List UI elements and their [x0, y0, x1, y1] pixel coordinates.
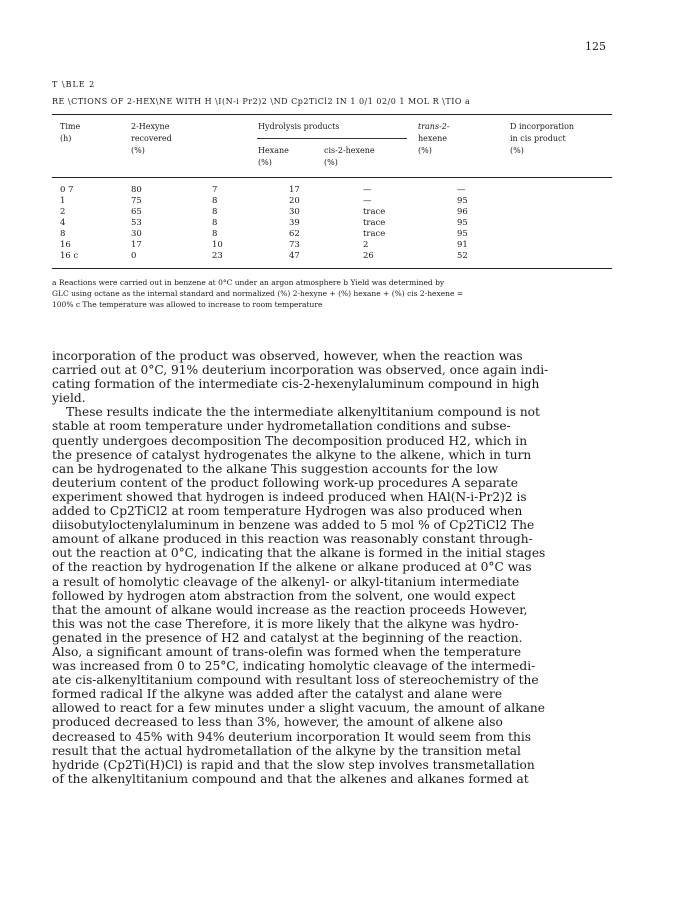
text-line: result that the actual hydrometallation of the alkyne by the transition metal — [52, 743, 521, 758]
header-recovered: 2-Hexyne recovered (%) — [131, 122, 172, 155]
table-row: 1 75 8 20 — 95 — [60, 196, 468, 206]
text-line: the presence of catalyst hydrogenates the alkyne to the alkene, which in turn — [52, 447, 532, 462]
header-time: Time (h) — [60, 122, 81, 143]
table-row: 16 17 10 73 2 91 — [60, 240, 468, 250]
text-line: that the amount of alkane would increase as the reaction proceeds However, — [52, 602, 528, 617]
table-row: 2 65 8 30 trace 96 — [60, 207, 468, 217]
table-footnotes — [52, 277, 612, 310]
text-line: was increased from 0 to 25°C, indicating homolytic cleavage of the intermedi- — [52, 659, 536, 674]
table-row: 4 53 8 39 trace 95 — [60, 218, 468, 228]
text-line: produced decreased to less than 3%, however, the amount of alkene also — [52, 715, 503, 730]
header-subrule — [257, 138, 407, 139]
table-label: T \BLE 2 — [52, 80, 96, 89]
table-row: 16 c 0 23 47 26 52 — [60, 251, 468, 261]
text-line: quently undergoes decomposition The decomposition produced H2, which in — [52, 433, 528, 448]
text-line: experiment showed that hydrogen is indeed produced when HAl(N-i-Pr2)2 is — [52, 489, 527, 504]
text-line: amount of alkane produced in this reaction was reasonably constant through- — [52, 532, 533, 547]
text-line: a result of homolytic cleavage of the alkenyl- or alkyl-titanium intermediate — [52, 574, 520, 589]
text-line: cating formation of the intermediate cis-2-hexenylaluminum compound in high — [52, 377, 540, 392]
text-line: genated in the presence of H2 and catalyst at the beginning of the reaction. — [52, 630, 523, 645]
header-hydrolysis-products: Hydrolysis products — [258, 122, 340, 131]
text-line: out the reaction at 0°C, indicating that the alkane is formed in the initial stages — [52, 546, 546, 561]
table-caption: RE \CTIONS OF 2-HEX\NE WITH H \I(N-i Pr2)2 \ND Cp2TiCl2 IN 1 0/1 02/0 1 MOL R \TIO a — [52, 97, 471, 106]
text-line: added to Cp2TiCl2 at room temperature Hydrogen was also produced when — [52, 504, 523, 519]
text-line: can be hydrogenated to the alkane This suggestion accounts for the low — [52, 461, 499, 476]
header-cis-hexene: cis-2-hexene (%) — [324, 146, 375, 167]
text-line: hydride (Cp2Ti(H)Cl) is rapid and that the slow step involves transmetallation — [52, 757, 535, 772]
table-bottom-rule — [52, 268, 612, 269]
text-line: of the alkenyltitanium compound and that the alkenes and alkanes formed at — [52, 771, 529, 786]
text-line: stable at room temperature under hydrometallation conditions and subse- — [52, 419, 511, 434]
text-line: allowed to react for a few minutes under a slight vacuum, the amount of alkane — [52, 701, 545, 716]
text-line: incorporation of the product was observed, however, when the reaction was — [52, 349, 523, 363]
footnote-line: 100% c The temperature was allowed to increase to room temperature — [52, 300, 323, 309]
table-top-rule — [52, 114, 612, 115]
header-d-incorporation: D incorporation in cis product (%) — [510, 122, 575, 155]
text-line: yield. — [52, 391, 86, 406]
table-header-rule — [52, 177, 612, 178]
text-line: followed by hydrogen atom abstraction from the solvent, one would expect — [52, 588, 516, 603]
page-number: 125 — [585, 40, 606, 53]
footnote-line: a Reactions were carried out in benzene at 0°C under an argon atmosphere b Yield was determined by — [52, 278, 445, 287]
table-row: 0 7 80 7 17 — — — [60, 185, 466, 195]
body-text — [52, 349, 617, 786]
data-table — [52, 185, 612, 262]
text-line: ate cis-alkenyltitanium compound with resultant loss of stereochemistry of the — [52, 673, 539, 688]
text-line: this was not the case Therefore, it is more likely that the alkyne was hydro- — [52, 616, 519, 631]
text-line: diisobutyloctenylaluminum in benzene was added to 5 mol % of Cp2TiCl2 The — [52, 518, 535, 533]
text-line: decreased to 45% with 94% deuterium incorporation It would seem from this — [52, 729, 531, 744]
footnote-line: GLC using octane as the internal standard and normalized (%) 2-hexyne + (%) hexane + (%) cis 2-hexene = — [52, 289, 464, 298]
text-line: These results indicate the the intermediate alkenyltitanium compound is not — [66, 405, 540, 420]
header-hexane: Hexane (%) — [258, 146, 289, 167]
text-line: formed radical If the alkyne was added after the catalyst and alane were — [52, 687, 503, 702]
text-line: deuterium content of the product following work-up procedures A separate — [52, 475, 518, 490]
text-line: Also, a significant amount of trans-olefin was formed when the temperature — [52, 644, 522, 659]
header-trans-hexene: trans-2- hexene (%) — [418, 122, 450, 155]
text-line: of the reaction by hydrogenation If the alkene or alkane produced at 0°C was — [52, 560, 532, 575]
text-line: carried out at 0°C, 91% deuterium incorporation was observed, once again indi- — [52, 363, 549, 378]
table-row: 8 30 8 62 trace 95 — [60, 229, 468, 239]
